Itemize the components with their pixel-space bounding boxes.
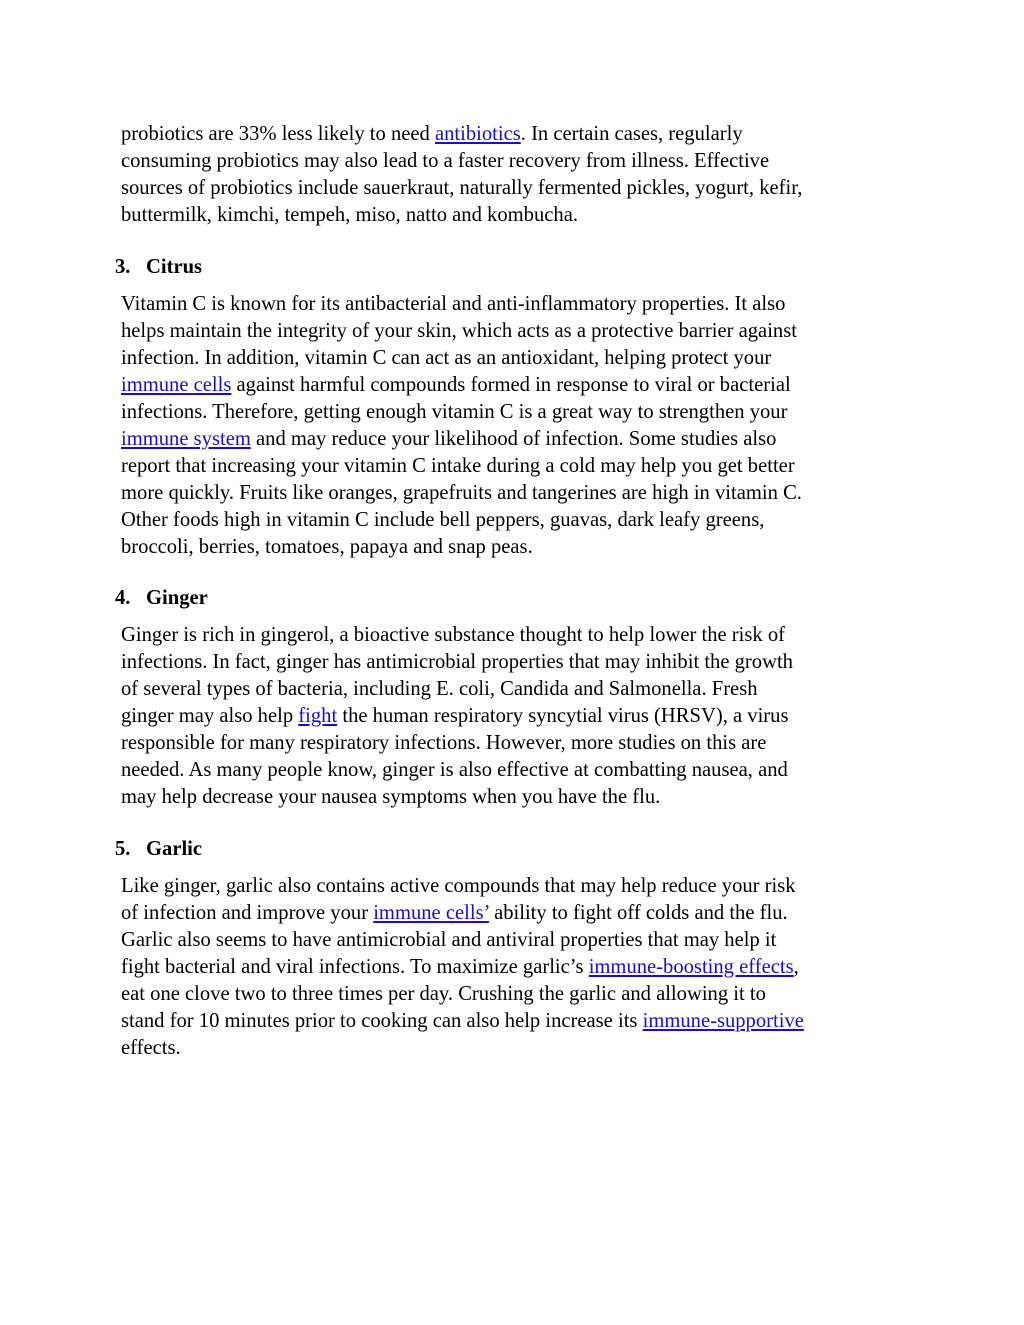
citrus-paragraph <box>121 291 911 561</box>
section-heading-garlic <box>115 836 202 863</box>
text-line: buttermilk, kimchi, tempeh, miso, natto and kombucha. <box>121 204 578 226</box>
text-run: the human respiratory syncytial virus (HRSV), a virus <box>337 705 789 727</box>
section-title: Garlic <box>146 838 203 860</box>
garlic-paragraph <box>121 873 911 1062</box>
text-run: fight bacterial and viral infections. To maximize garlic’s <box>121 956 589 978</box>
text-line: effects. <box>121 1037 181 1059</box>
text-line: responsible for many respiratory infections. However, more studies on this are <box>121 732 767 754</box>
text-line: more quickly. Fruits like oranges, grapefruits and tangerines are high in vitamin C. <box>121 482 802 504</box>
antibiotics-link[interactable]: antibiotics <box>434 123 521 145</box>
text-line: Ginger is rich in gingerol, a bioactive substance thought to help lower the risk of <box>121 624 785 646</box>
section-heading-ginger <box>115 585 208 612</box>
text-line: Vitamin C is known for its antibacterial and anti-inflammatory properties. It also <box>121 293 786 315</box>
ginger-paragraph <box>121 622 911 811</box>
text-line <box>121 426 911 453</box>
immune-cells-link[interactable]: immune cells <box>121 374 232 396</box>
text-run: ability to fight off colds and the flu. <box>488 902 788 924</box>
section-title: Citrus <box>146 256 203 278</box>
text-run: of infection and improve your <box>121 902 374 924</box>
section-number: 4. <box>115 587 131 609</box>
text-line: report that increasing your vitamin C intake during a cold may help you get better <box>121 455 795 477</box>
text-run: against harmful compounds formed in response to viral or bacterial <box>231 374 791 396</box>
text-line <box>121 121 911 148</box>
text-line: Like ginger, garlic also contains active compounds that may help reduce your risk <box>121 875 796 897</box>
text-line <box>121 900 911 927</box>
text-line: infection. In addition, vitamin C can act as an antioxidant, helping protect your <box>121 347 772 369</box>
text-line: Garlic also seems to have antimicrobial and antiviral properties that may help it <box>121 929 777 951</box>
text-line: of several types of bacteria, including E. coli, Candida and Salmonella. Fresh <box>121 678 758 700</box>
intro-paragraph <box>121 121 911 229</box>
text-run: ginger may also help <box>121 705 299 727</box>
text-line <box>121 954 911 981</box>
text-line: sources of probiotics include sauerkraut, naturally fermented pickles, yogurt, kefir, <box>121 177 803 199</box>
text-line: eat one clove two to three times per day. Crushing the garlic and allowing it to <box>121 983 766 1005</box>
fight-link[interactable]: fight <box>298 705 338 727</box>
immune-supportive-link[interactable]: immune-supportive <box>642 1010 804 1032</box>
text-line: may help decrease your nausea symptoms when you have the flu. <box>121 786 661 808</box>
text-run: probiotics are 33% less likely to need <box>121 123 435 145</box>
text-line: infections. Therefore, getting enough vitamin C is a great way to strengthen your <box>121 401 788 423</box>
section-number: 5. <box>115 838 131 860</box>
immune-cells-link[interactable]: immune cells’ <box>373 902 489 924</box>
immune-system-link[interactable]: immune system <box>121 428 251 450</box>
text-line: needed. As many people know, ginger is also effective at combatting nausea, and <box>121 759 788 781</box>
text-line: broccoli, berries, tomatoes, papaya and snap peas. <box>121 536 533 558</box>
text-run: . In certain cases, regularly <box>520 123 743 145</box>
text-line: consuming probiotics may also lead to a faster recovery from illness. Effective <box>121 150 770 172</box>
text-line: helps maintain the integrity of your skin, which acts as a protective barrier against <box>121 320 797 342</box>
text-run: stand for 10 minutes prior to cooking can also help increase its <box>121 1010 643 1032</box>
text-line: Other foods high in vitamin C include bell peppers, guavas, dark leafy greens, <box>121 509 765 531</box>
text-line <box>121 1008 911 1035</box>
text-line <box>121 703 911 730</box>
text-run: , <box>793 956 799 978</box>
section-number: 3. <box>115 256 131 278</box>
text-line <box>121 372 911 399</box>
text-run: and may reduce your likelihood of infection. Some studies also <box>250 428 777 450</box>
section-heading-citrus <box>115 254 202 281</box>
text-line: infections. In fact, ginger has antimicrobial properties that may inhibit the growth <box>121 651 793 673</box>
immune-boosting-effects-link[interactable]: immune-boosting effects <box>588 956 794 978</box>
section-title: Ginger <box>146 587 208 609</box>
